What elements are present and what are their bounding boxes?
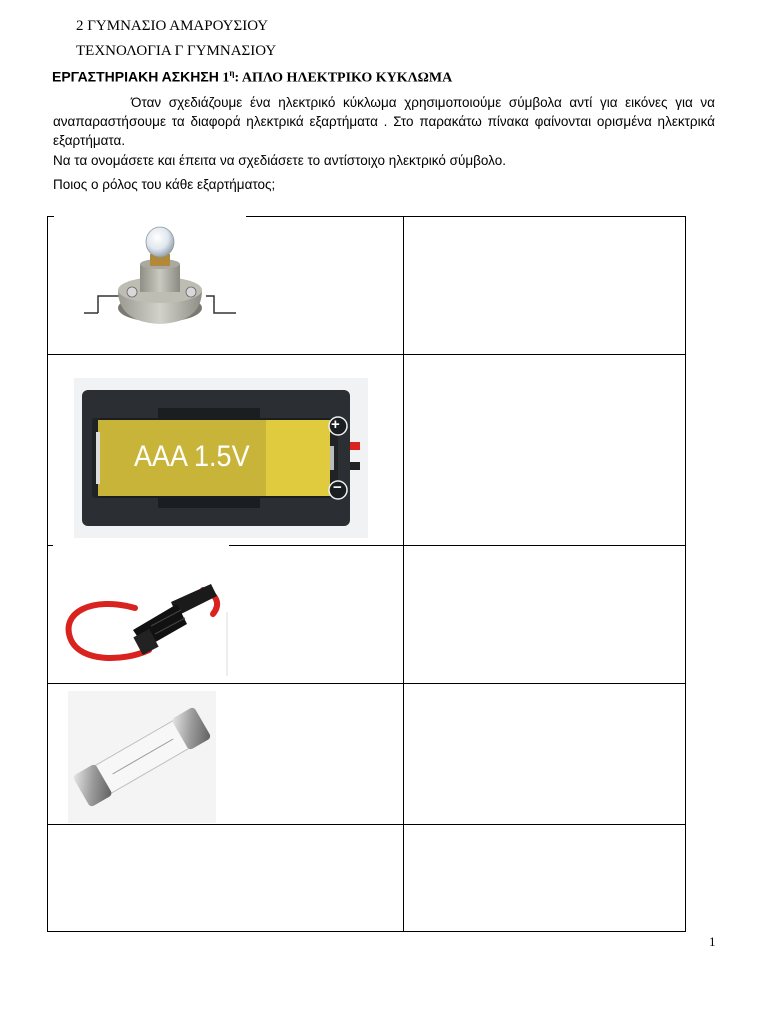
intro-paragraph <box>53 93 715 150</box>
title-suffix: : ΑΠΛΟ ΗΛΕΚΤΡΙΚΟ ΚΥΚΛΩΜΑ <box>234 70 453 86</box>
question-role: Ποιος ο ρόλος του κάθε εξαρτήματος; <box>53 177 276 192</box>
exercise-title <box>52 68 452 87</box>
page-number: 1 <box>709 934 716 949</box>
table-row-divider <box>48 354 685 355</box>
fuse-holder-icon <box>53 544 229 676</box>
glass-fuse-icon <box>68 691 216 823</box>
intro-text: Όταν σχεδιάζουμε ένα ηλεκτρικό κύκλωμα χρησιμοποιούμε σύμβολα αντί για εικόνες για να αναπαραστήσουμε τα διαφορά ηλεκτρικά εξαρτήματα . Στο παρακάτω πίνακα φαίνονται ορισμένα ηλεκτρικά εξαρτήματα. <box>53 95 715 148</box>
school-name: 2 ΓΥΜΝΑΣΙΟ ΑΜΑΡΟΥΣΙΟΥ <box>76 18 269 34</box>
question-name-and-draw: Να τα ονομάσετε και έπειτα να σχεδιάσετε το αντίστοιχο ηλεκτρικό σύμβολο. <box>53 153 506 168</box>
glass-fuse-image-cell <box>68 691 216 823</box>
table-row-divider <box>48 683 685 684</box>
bulb-holder-icon <box>54 212 246 344</box>
battery-image-cell <box>74 378 368 538</box>
bulb-image-cell <box>54 212 246 344</box>
table-row-divider <box>48 824 685 825</box>
battery-plus-sign: + <box>331 416 340 433</box>
battery-label: AAA 1.5V <box>134 440 250 473</box>
battery-minus-sign: − <box>333 479 342 496</box>
fuse-holder-image-cell <box>53 544 229 676</box>
title-prefix: ΕΡΓΑΣΤΗΡΙΑΚΗ ΑΣΚΗΣΗ <box>52 68 219 85</box>
course-name: ΤΕΧΝΟΛΟΓΙΑ Γ ΓΥΜΝΑΣΙΟΥ <box>76 43 277 59</box>
title-number: 1 <box>222 70 230 86</box>
title-sup: η <box>229 68 235 78</box>
